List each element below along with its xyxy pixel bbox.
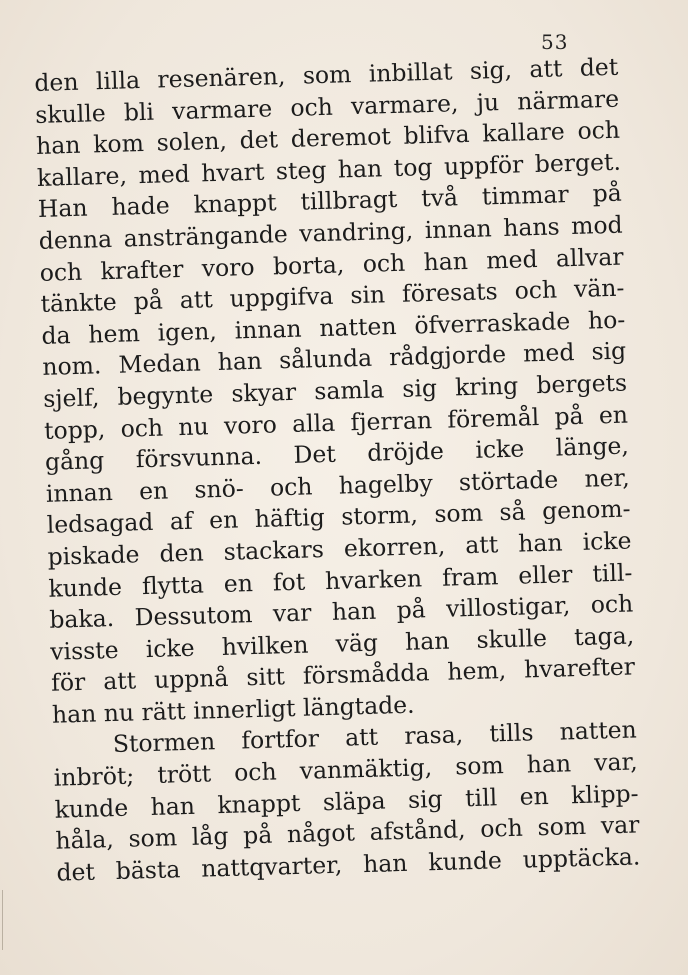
text-line: innan en snö- och hagelby störtade ner,: [45, 463, 631, 508]
text-line: inbröt; trött och vanmäktig, som han var,: [53, 747, 638, 792]
text-line: ledsagad af en häftig storm, som så genom-: [46, 494, 631, 540]
text-line: visste icke hvilken väg han skulle taga,: [49, 621, 635, 666]
text-line: kunde han knappt släpa sig till en klipp-: [54, 779, 639, 824]
text-line: Han hade knappt tillbragt två timmar på: [37, 179, 623, 224]
text-line: gång försvunna. Det dröjde icke länge,: [44, 431, 630, 476]
text-line-paragraph-end: han nu rätt innerligt längtade.: [51, 690, 415, 729]
text-line: för att uppnå sitt försmådda hem, hvarefter: [50, 652, 636, 698]
text-line-paragraph-start: Stormen fortfor att rasa, tills natten: [112, 715, 638, 759]
text-line: kallare, med hvart steg han tog uppför berget.: [36, 147, 622, 192]
text-line: baka. Dessutom var han på villostigar, och: [49, 589, 634, 634]
text-line: håla, som låg på något afstånd, och som var: [55, 810, 640, 855]
text-line: denna ansträngande vandring, innan hans mod: [38, 210, 623, 255]
text-line: tänkte på att uppgifva sin föresats och vän-: [40, 273, 625, 319]
text-line: han kom solen, det deremot blifva kallare och: [35, 115, 621, 161]
text-line: och krafter voro borta, och han med allvar: [39, 242, 624, 287]
page-edge-mark: [2, 890, 3, 950]
text-line: piskade den stackars ekorren, att han icke: [47, 526, 632, 571]
text-line: den lilla resenären, som inbillat sig, att det: [34, 52, 619, 97]
text-line: skulle bli varmare och varmare, ju närmare: [34, 84, 620, 129]
text-line: nom. Medan han sålunda rådgjorde med sig: [41, 336, 627, 382]
text-line: da hem igen, innan natten öfverraskade ho-: [41, 305, 626, 350]
body-text: [34, 52, 641, 889]
text-line: kunde flytta en fot hvarken fram eller till-: [48, 557, 633, 603]
text-line: topp, och nu voro alla fjerran föremål på en: [43, 400, 629, 445]
text-line: det bästa nattqvarter, han kunde upptäcka.: [56, 842, 641, 887]
text-line: sjelf, begynte skyar samla sig kring bergets: [42, 368, 628, 413]
page-number: 53: [541, 30, 569, 54]
